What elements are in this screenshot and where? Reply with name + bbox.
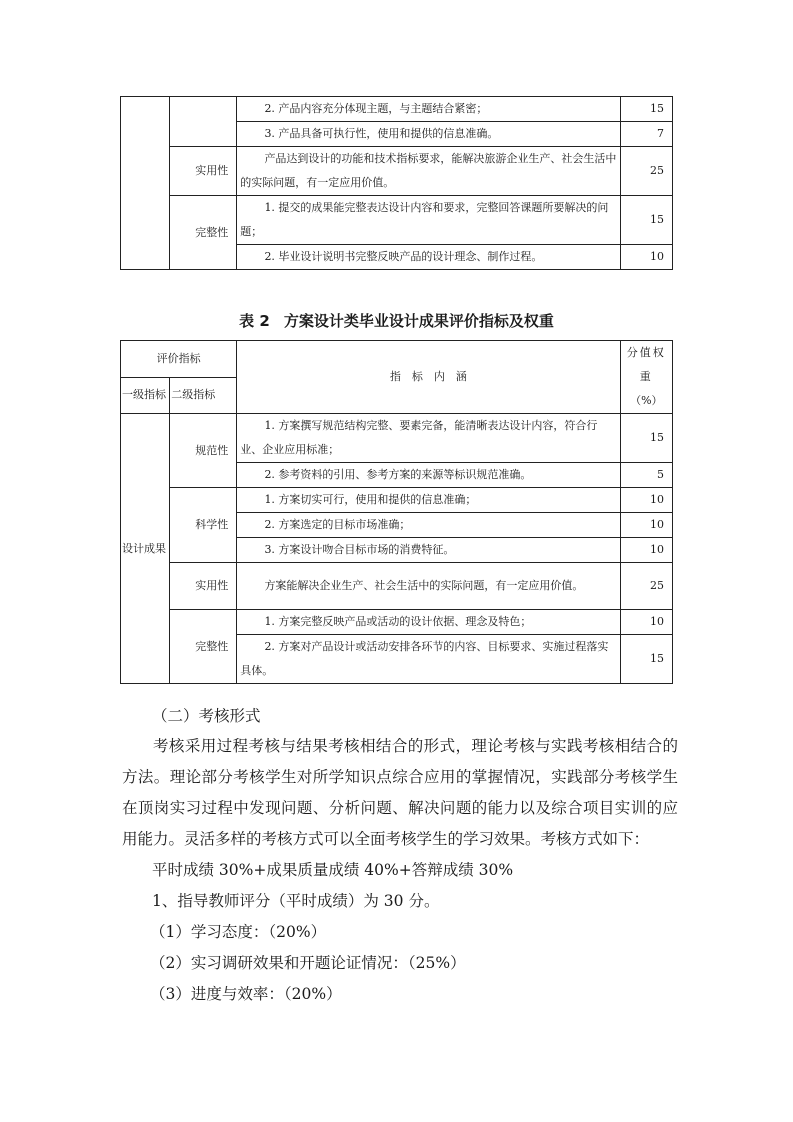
weight-cell: 7 [620,122,672,147]
level2-cell [170,97,237,147]
header-content: 指 标 内 涵 [237,341,620,414]
score-formula: 平时成绩 30%+成果质量成绩 40%+答辩成绩 30% [152,861,514,879]
content-cell: 方案能解决企业生产、社会生活中的实际问题，有一定应用价值。 [237,563,620,610]
weight-cell: 5 [620,463,672,488]
sub-item: （3）进度与效率：（20%） [150,985,342,1003]
content-cell: 2. 方案对产品设计或活动安排各环节的内容、目标要求、实施过程落实具体。 [237,635,620,684]
sub-item: （2）实习调研效果和开题论证情况：（25%） [150,954,466,972]
table-2 [120,340,673,684]
header-level2: 二级指标 [170,377,237,414]
level2-cell: 实用性 [170,563,237,610]
content-cell: 1. 方案切实可行，使用和提供的信息准确； [237,488,620,513]
level1-cell [121,97,170,270]
content-cell: 1. 提交的成果能完整表达设计内容和要求，完整回答课题所要解决的问题； [237,196,620,245]
table-2-title [0,310,793,331]
header-weight-label: 分值权重 [626,346,666,383]
content-cell: 1. 方案完整反映产品或活动的设计依据、理念及特色； [237,610,620,635]
header-weight [620,341,672,414]
weight-cell: 15 [620,635,672,684]
weight-cell: 10 [620,538,672,563]
table-1-continued [120,96,673,270]
weight-cell: 25 [620,147,672,196]
section-paragraph: 考核采用过程考核与结果考核相结合的形式，理论考核与实践考核相结合的方法。理论部分考核学生对所学知识点综合应用的掌握情况，实践部分考核学生在顶岗实习过程中发现问题、分析问题、解决问题的能力以及综合项目实训的应用能力。灵活多样的考核方式可以全面考核学生的学习效果。考核方式如下： [122,737,678,848]
weight-cell: 10 [620,610,672,635]
content-cell: 2. 参考资料的引用、参考方案的来源等标识规范准确。 [237,463,620,488]
content-cell: 2. 毕业设计说明书完整反映产品的设计理念、制作过程。 [237,245,620,270]
table-row [121,610,673,635]
content-cell: 3. 产品具备可执行性，使用和提供的信息准确。 [237,122,620,147]
weight-cell: 10 [620,488,672,513]
content-cell: 1. 方案撰写规范结构完整、要素完备，能清晰表达设计内容，符合行业、企业应用标准； [237,414,620,463]
weight-cell: 15 [620,97,672,122]
item-1: 1、指导教师评分（平时成绩）为 30 分。 [152,892,440,910]
header-weight-unit: （%） [630,394,663,407]
content-cell: 2. 产品内容充分体现主题，与主题结合紧密； [237,97,620,122]
sub-item: （1）学习态度：（20%） [150,923,327,941]
weight-cell: 10 [620,245,672,270]
table-row [121,147,673,196]
table-row [121,97,673,122]
level1-cell: 设计成果 [121,414,170,684]
level2-cell: 实用性 [170,147,237,196]
table-header-row [121,341,673,378]
weight-cell: 25 [620,563,672,610]
level2-cell: 完整性 [170,196,237,270]
section-heading: （二）考核形式 [152,707,261,725]
level2-cell: 完整性 [170,610,237,684]
table-2-caption: 方案设计类毕业设计成果评价指标及权重 [283,312,554,330]
table-row [121,414,673,463]
content-cell: 3. 方案设计吻合目标市场的消费特征。 [237,538,620,563]
level2-cell: 科学性 [170,488,237,563]
table-2-number: 表 2 [239,312,270,330]
table-row [121,563,673,610]
weight-cell: 15 [620,196,672,245]
weight-cell: 10 [620,513,672,538]
table-row [121,488,673,513]
level2-cell: 规范性 [170,414,237,488]
header-level1: 一级指标 [121,377,170,414]
content-cell: 2. 方案选定的目标市场准确； [237,513,620,538]
weight-cell: 15 [620,414,672,463]
table-row [121,196,673,245]
content-cell: 产品达到设计的功能和技术指标要求，能解决旅游企业生产、社会生活中的实际问题，有一定应用价值。 [237,147,620,196]
header-evaluation-indicators: 评价指标 [121,341,237,378]
